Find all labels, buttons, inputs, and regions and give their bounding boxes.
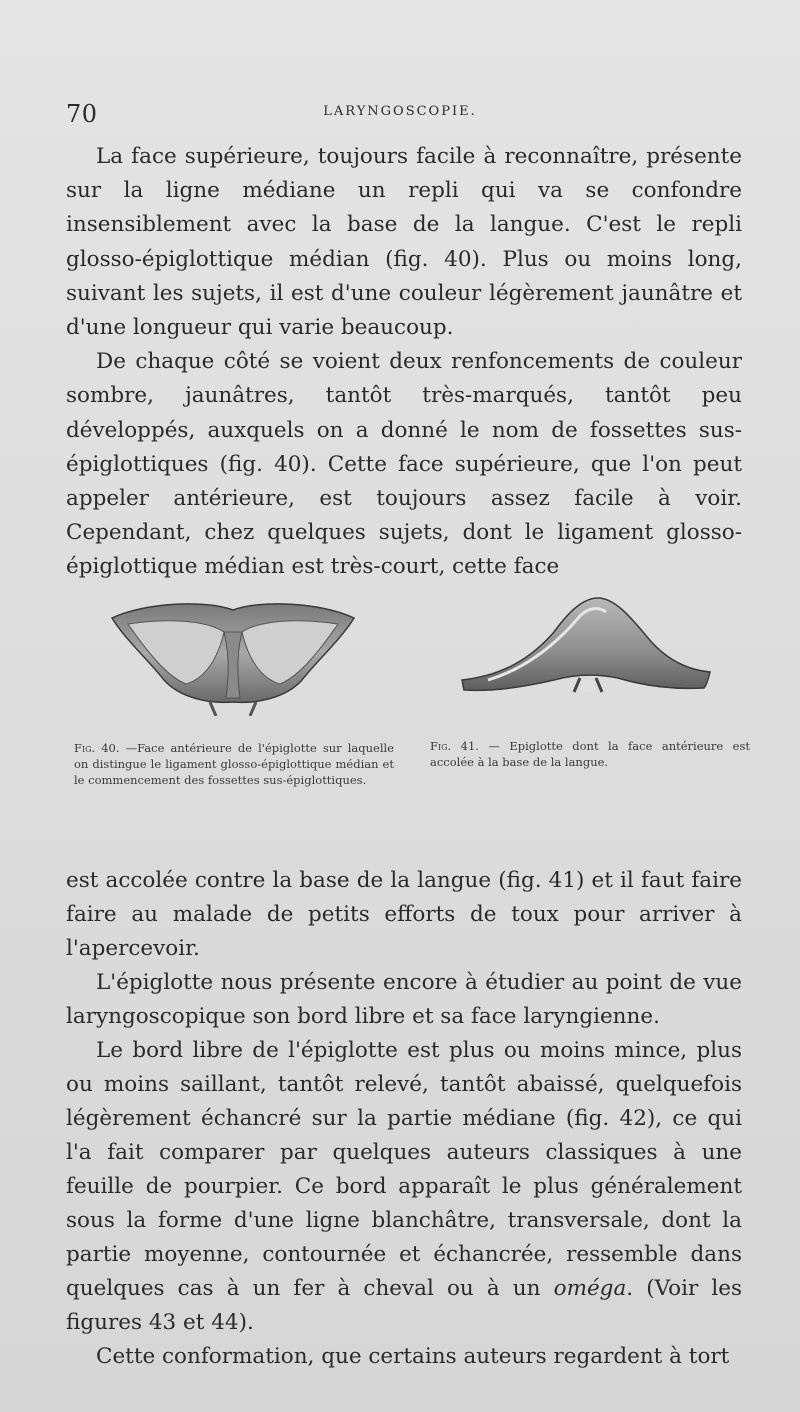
figure-label: Fig. 40. [74,741,120,755]
paragraph [66,1034,742,1340]
paragraph: De chaque côté se voient deux renfoncements de couleur sombre, jaunâtres, tantôt très-marqués, tantôt peu développés, auxquels on a donné le nom de fossettes sus-épiglottiques (fig. 40). Cette face supérieure, que l'on peut appeler antérieure, est toujours assez facile à voir. Cependant, chez quelques sujets, dont le ligament glosso-épiglottique médian est très-court, cette face [66,349,742,580]
figure-41-caption [430,738,750,770]
bottom-text-block [66,864,742,1374]
figure-caption-text: — Epiglotte dont la face antérieure est accolée à la base de la langue. [430,739,751,769]
running-head: LARYNGOSCOPIE. [323,104,477,119]
italic-term: oméga [553,1276,627,1301]
figure-40-caption [74,740,394,788]
figure-41-epiglottis-attached [458,588,714,696]
figure-label: Fig. 41. [430,739,479,753]
paragraph-text: Le bord libre de l'épiglotte est plus ou moins mince, plus ou moins saillant, tantôt relevé, tantôt abaissé, quelquefois légèrement échancré sur la partie médiane (fig. 42), ce qui l'a fait comparer par quelques auteurs classiques à une feuille de pourpier. Ce bord apparaît le plus généralement sous la forme d'une ligne blanchâtre, transversale, dont la partie moyenne, contournée et échancrée, ressemble dans quelques cas à un fer à cheval ou à un [66,1038,742,1301]
paragraph-continuation: est accolée contre la base de la langue (fig. 41) et il faut faire faire au malade de petits efforts de toux pour arriver à l'apercevoir. [66,868,742,961]
figure-caption-text: —Face antérieure de l'épiglotte sur laquelle on distingue le ligament glosso-épiglottique médian et le commencement des fossettes sus-épiglottiques. [74,741,394,787]
paragraph: Cette conformation, que certains auteurs regardent à tort [96,1344,730,1369]
paragraph: La face supérieure, toujours facile à reconnaître, présente sur la ligne médiane un repli qui va se confondre insensiblement avec la base de la langue. C'est le repli glosso-épiglottique médian (fig. 40). Plus ou moins long, suivant les sujets, il est d'une couleur légèrement jaunâtre et d'une longueur qui varie beaucoup. [66,144,742,341]
top-text-block [66,140,742,585]
paragraph: L'épiglotte nous présente encore à étudier au point de vue laryngoscopique son bord libre et sa face laryngienne. [66,970,742,1029]
figure-40-epiglottis-anterior-face [106,598,360,716]
page-number: 70 [66,100,98,128]
paragraph-text: . (Voir les figures 43 et 44). [66,1276,742,1335]
